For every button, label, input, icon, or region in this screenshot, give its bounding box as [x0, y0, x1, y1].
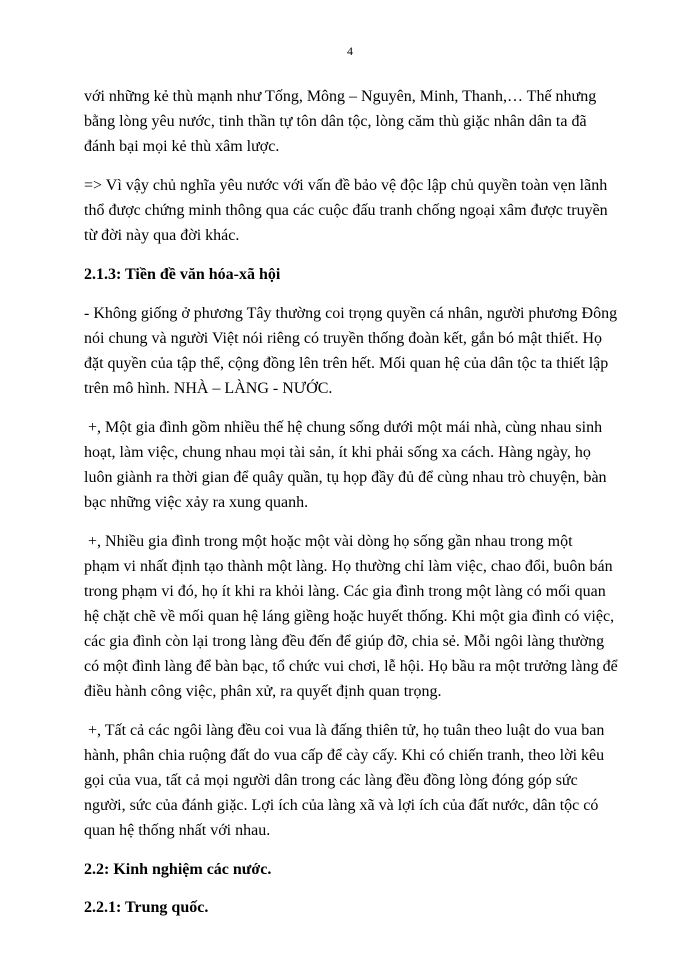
page-number: 4 — [347, 44, 353, 58]
paragraph-conclusion — [84, 173, 632, 248]
paragraph-village — [84, 529, 632, 704]
text-line: có một đình làng để bàn bạc, tổ chức vui chơi, lễ hội. Họ bầu ra một trưởng làng để — [84, 658, 618, 675]
text-line: +, Tất cả các ngôi làng đều coi vua là đấng thiên tử, họ tuân theo luật do vua ban — [88, 722, 605, 739]
text-line: từ đời này qua đời khác. — [84, 227, 240, 244]
text-line: bạc những việc xảy ra xung quanh. — [84, 494, 309, 511]
text-line: hành, phân chia ruộng đất do vua cấp để cày cấy. Khi có chiến tranh, theo lời kêu — [84, 747, 605, 764]
paragraph-eastern-values — [84, 301, 632, 401]
text-line: gọi của vua, tất cả mọi người dân trong các làng đều đồng lòng đóng góp sức — [84, 772, 578, 789]
text-line: bằng lòng yêu nước, tinh thần tự tôn dân tộc, lòng căm thù giặc nhân dân ta đã — [84, 113, 587, 130]
text-line: hoạt, làm việc, chung nhau mọi tài sản, ít khi phải sống xa cách. Hàng ngày, họ — [84, 444, 591, 461]
section-heading-2-2-1: 2.2.1: Trung quốc. — [84, 899, 209, 916]
text-line: nói chung và người Việt nói riêng có truyền thống đoàn kết, gắn bó mật thiết. Họ — [84, 330, 602, 347]
text-line: thổ được chứng minh thông qua các cuộc đấu tranh chống ngoại xâm được truyền — [84, 202, 608, 219]
document-body — [84, 84, 632, 920]
text-line: điều hành công việc, phân xử, ra quyết định quan trọng. — [84, 683, 442, 700]
text-line: - Không giống ở phương Tây thường coi trọng quyền cá nhân, người phương Đông — [84, 305, 618, 322]
text-line: trên mô hình. NHÀ – LÀNG - NƯỚC. — [84, 380, 333, 397]
text-line: với những kẻ thù mạnh như Tống, Mông – Nguyên, Minh, Thanh,… Thế nhưng — [84, 88, 597, 105]
paragraph-nation — [84, 718, 632, 843]
text-line: người, sức của đánh giặc. Lợi ích của làng xã và lợi ích của đất nước, dân tộc có — [84, 797, 599, 814]
text-line: đánh bại mọi kẻ thù xâm lược. — [84, 138, 280, 155]
text-line: luôn giành ra thời gian để quây quần, tụ họp đầy đủ để cùng nhau trò chuyện, bàn — [84, 469, 607, 486]
text-line: +, Một gia đình gồm nhiều thế hệ chung sống dưới một mái nhà, cùng nhau sinh — [88, 419, 603, 436]
text-line: phạm vi nhất định tạo thành một làng. Họ thường chỉ làm việc, chao đổi, buôn bán — [84, 558, 613, 575]
section-heading-2-2: 2.2: Kinh nghiệm các nước. — [84, 861, 272, 878]
text-line: đặt quyền của tập thể, cộng đồng lên trên hết. Mối quan hệ của dân tộc ta thiết lập — [84, 355, 609, 372]
text-line: +, Nhiều gia đình trong một hoặc một vài dòng họ sống gần nhau trong một — [88, 533, 573, 550]
section-heading-2-1-3: 2.1.3: Tiền đề văn hóa-xã hội — [84, 266, 281, 283]
text-line: trong phạm vi đó, họ ít khi ra khỏi làng. Các gia đình trong một làng có mối quan — [84, 583, 606, 600]
text-line: hệ chặt chẽ về mối quan hệ láng giềng hoặc huyết thống. Khi một gia đình có việc, — [84, 608, 615, 625]
paragraph-history-victory — [84, 84, 632, 159]
text-line: các gia đình còn lại trong làng đều đến để giúp đỡ, chia sẻ. Mỗi ngôi làng thường — [84, 633, 605, 650]
paragraph-family — [84, 415, 632, 515]
text-line: => Vì vậy chủ nghĩa yêu nước với vấn đề bảo vệ độc lập chủ quyền toàn vẹn lãnh — [84, 177, 608, 194]
text-line: quan hệ thống nhất với nhau. — [84, 822, 271, 839]
